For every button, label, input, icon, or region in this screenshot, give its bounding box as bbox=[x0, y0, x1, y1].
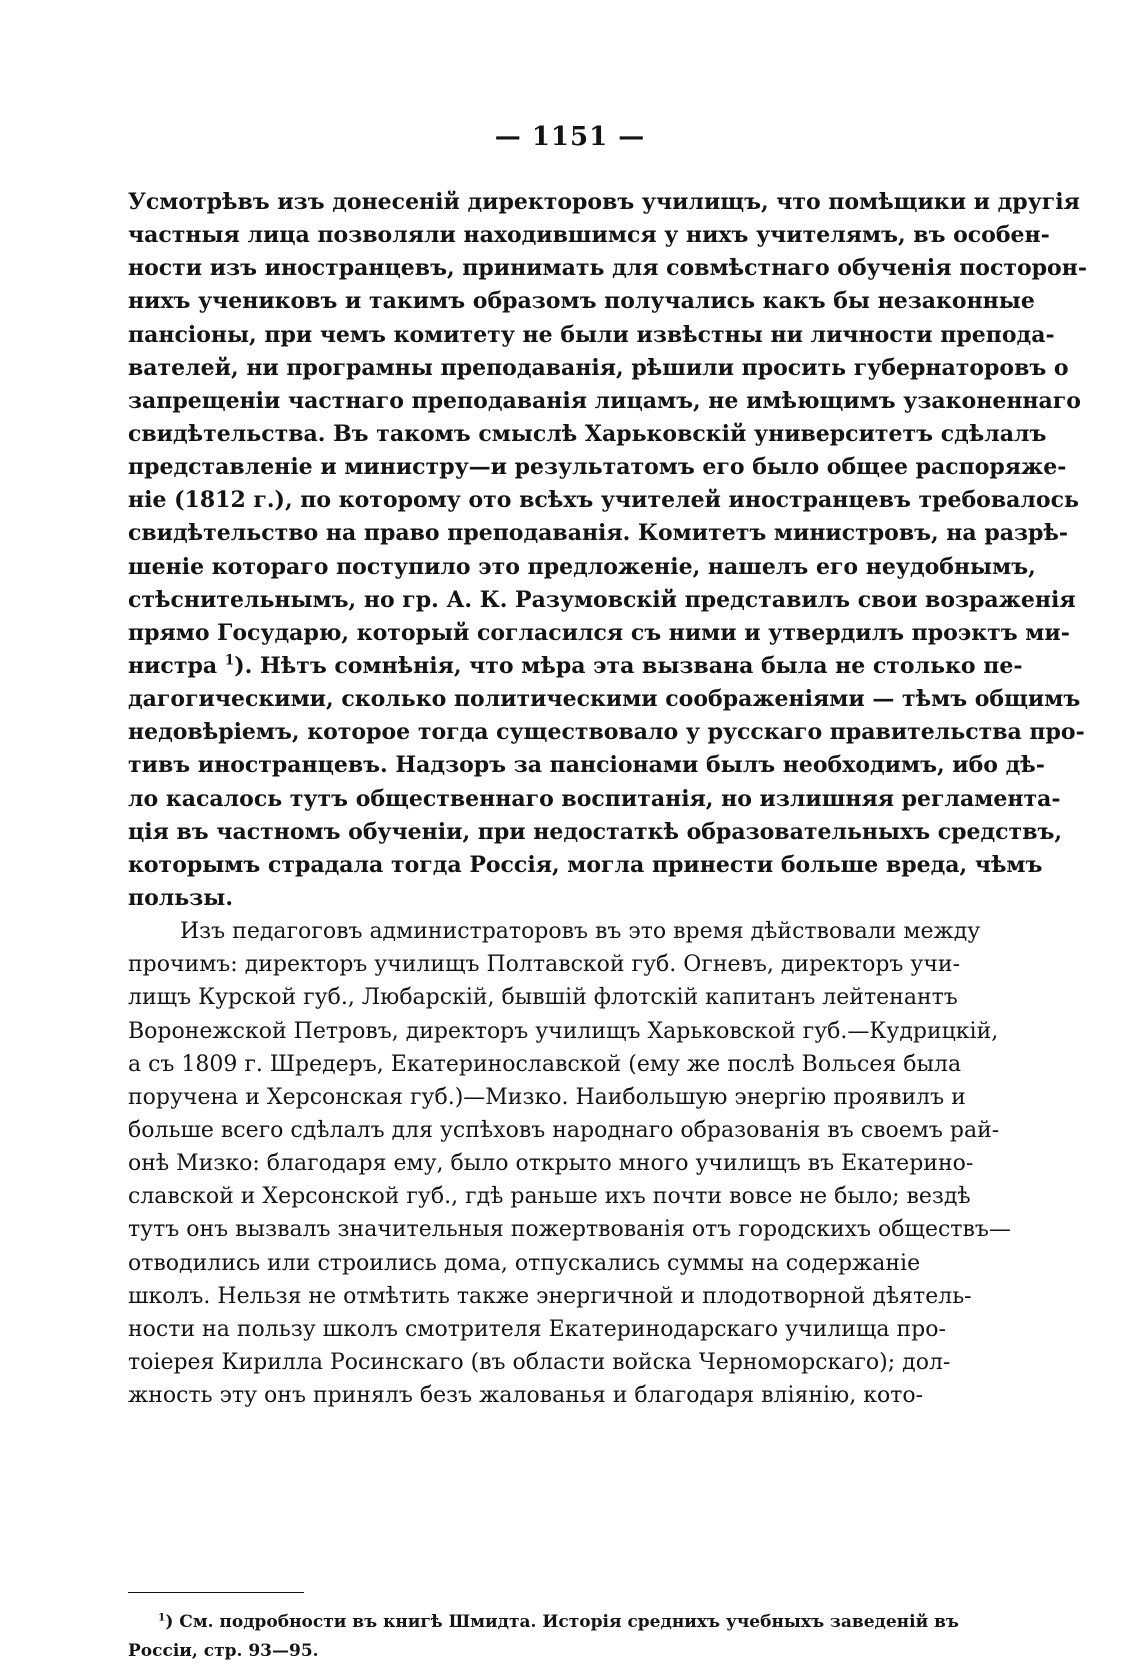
paragraph-1-line: тивъ иностранцевъ. Надзоръ за пансіонами былъ необходимъ, ибо дѣ- bbox=[128, 752, 1045, 779]
paragraph-1-line: недовѣріемъ, которое тогда существовало у русскаго правительства про- bbox=[128, 719, 1085, 746]
paragraph-1-line: вателей, ни програмны преподаванія, рѣшили просить губернаторовъ о bbox=[128, 354, 1069, 381]
footnote-reference: 1 bbox=[224, 652, 235, 669]
paragraph-2-line: онѣ Мизко: благодаря ему, было открыто много училищъ въ Екатерино- bbox=[128, 1151, 974, 1177]
body-text bbox=[128, 186, 1087, 1412]
paragraph-1-line: свидѣтельства. Въ такомъ смыслѣ Харьковскій университетъ сдѣлалъ bbox=[128, 420, 1047, 447]
footnote-line: Россіи, стр. 93—95. bbox=[128, 1641, 319, 1661]
paragraph-1-line: нихъ учениковъ и такимъ образомъ получались какъ бы незаконные bbox=[128, 288, 1035, 315]
paragraph-2-line: жность эту онъ принялъ безъ жалованья и благодаря вліянію, кото- bbox=[128, 1383, 924, 1409]
paragraph-2-line: Изъ педагоговъ администраторовъ въ это время дѣйствовали между bbox=[180, 919, 981, 945]
paragraph-1-line: пансіоны, при чемъ комитету не были извѣстны ни личности препода- bbox=[128, 321, 1055, 348]
paragraph-1-line: частныя лица позволяли находившимся у нихъ учителямъ, въ особен- bbox=[128, 222, 1050, 249]
paragraph-2-line: тутъ онъ вызвалъ значительныя пожертвованія отъ городскихъ обществъ— bbox=[128, 1217, 1011, 1243]
paragraph-2-line: Воронежской Петровъ, директоръ училищъ Харьковской губ.—Кудрицкій, bbox=[128, 1018, 999, 1044]
paragraph-1-line: свидѣтельство на право преподаванія. Комитетъ министровъ, на разрѣ- bbox=[128, 520, 1068, 547]
paragraph-1-line: стѣснительнымъ, но гр. А. К. Разумовскій представилъ свои возраженія bbox=[128, 586, 1076, 613]
paragraph-2-line: прочимъ: директоръ училищъ Полтавской губ. Огневъ, директоръ учи- bbox=[128, 952, 961, 978]
footnote-line bbox=[128, 1608, 959, 1637]
footnote-divider bbox=[128, 1592, 304, 1593]
paragraph-1-line: ція въ частномъ обученіи, при недостаткѣ образовательныхъ средствъ, bbox=[128, 818, 1063, 845]
page-number: — 1151 — bbox=[494, 122, 646, 152]
paragraph-1-line: пользы. bbox=[128, 884, 233, 911]
footnote-text: ) См. подробности въ книгѣ Шмидта. Исторія среднихъ учебныхъ заведеній въ bbox=[165, 1612, 959, 1632]
footnotes bbox=[128, 1608, 959, 1666]
paragraph-1-line: ности изъ иностранцевъ, принимать для совмѣстнаго обученія посторон- bbox=[128, 255, 1087, 282]
paragraph-1-line-with-footnote-ref bbox=[128, 650, 1023, 683]
line-text-after-ref: ). Нѣтъ сомнѣнія, что мѣра эта вызвана была не столько пе- bbox=[234, 652, 1023, 679]
paragraph-1-line: дагогическими, сколько политическими соображеніями — тѣмъ общимъ bbox=[128, 686, 1081, 713]
paragraph-1-line: прямо Государю, который согласился съ ними и утвердилъ проэктъ ми- bbox=[128, 619, 1070, 646]
paragraph-1-line: Усмотрѣвъ изъ донесеній директоровъ училищъ, что помѣщики и другія bbox=[128, 189, 1080, 215]
line-text-before-ref: нистра bbox=[128, 652, 225, 679]
paragraph-1-line: представленіе и министру—и результатомъ его было общее распоряже- bbox=[128, 454, 1067, 481]
paragraph-2-line: отводились или строились дома, отпускались суммы на содержаніе bbox=[128, 1250, 921, 1276]
paragraph-2-line: лищъ Курской губ., Любарскій, бывшій флотскій капитанъ лейтенантъ bbox=[128, 985, 958, 1011]
paragraph-1-line: ло касалось тутъ общественнаго воспитанія, но излишняя регламента- bbox=[128, 785, 1061, 812]
paragraph-1-line: запрещеніи частнаго преподаванія лицамъ, не имѣющимъ узаконеннаго bbox=[128, 387, 1081, 414]
paragraph-2-line: больше всего сдѣлалъ для успѣховъ народнаго образованія въ своемъ рай- bbox=[128, 1117, 1000, 1143]
paragraph-2-line: славской и Херсонской губ., гдѣ раньше ихъ почти вовсе не было; вездѣ bbox=[128, 1184, 971, 1210]
paragraph-2-line: поручена и Херсонская губ.)—Мизко. Наибольшую энергію проявилъ и bbox=[128, 1084, 966, 1110]
footnote-number: 1 bbox=[158, 1611, 166, 1624]
paragraph-2-line: школъ. Нельзя не отмѣтить также энергичной и плодотворной дѣятель- bbox=[128, 1283, 972, 1309]
paragraph-2-line: тоіерея Кирилла Росинскаго (въ области войска Черноморскаго); дол- bbox=[128, 1349, 951, 1375]
paragraph-1-line: шеніе котораго поступило это предложеніе, нашелъ его неудобнымъ, bbox=[128, 553, 1036, 580]
paragraph-2-line: а съ 1809 г. Шредеръ, Екатеринославской (ему же послѣ Вольсея была bbox=[128, 1051, 962, 1077]
paragraph-2-line: ности на пользу школъ смотрителя Екатеринодарскаго училища про- bbox=[128, 1316, 946, 1342]
paragraph-1-line: которымъ страдала тогда Россія, могла принести больше вреда, чѣмъ bbox=[128, 851, 1043, 878]
paragraph-1-line: ніе (1812 г.), по которому ото всѣхъ учителей иностранцевъ требовалось bbox=[128, 487, 1079, 514]
